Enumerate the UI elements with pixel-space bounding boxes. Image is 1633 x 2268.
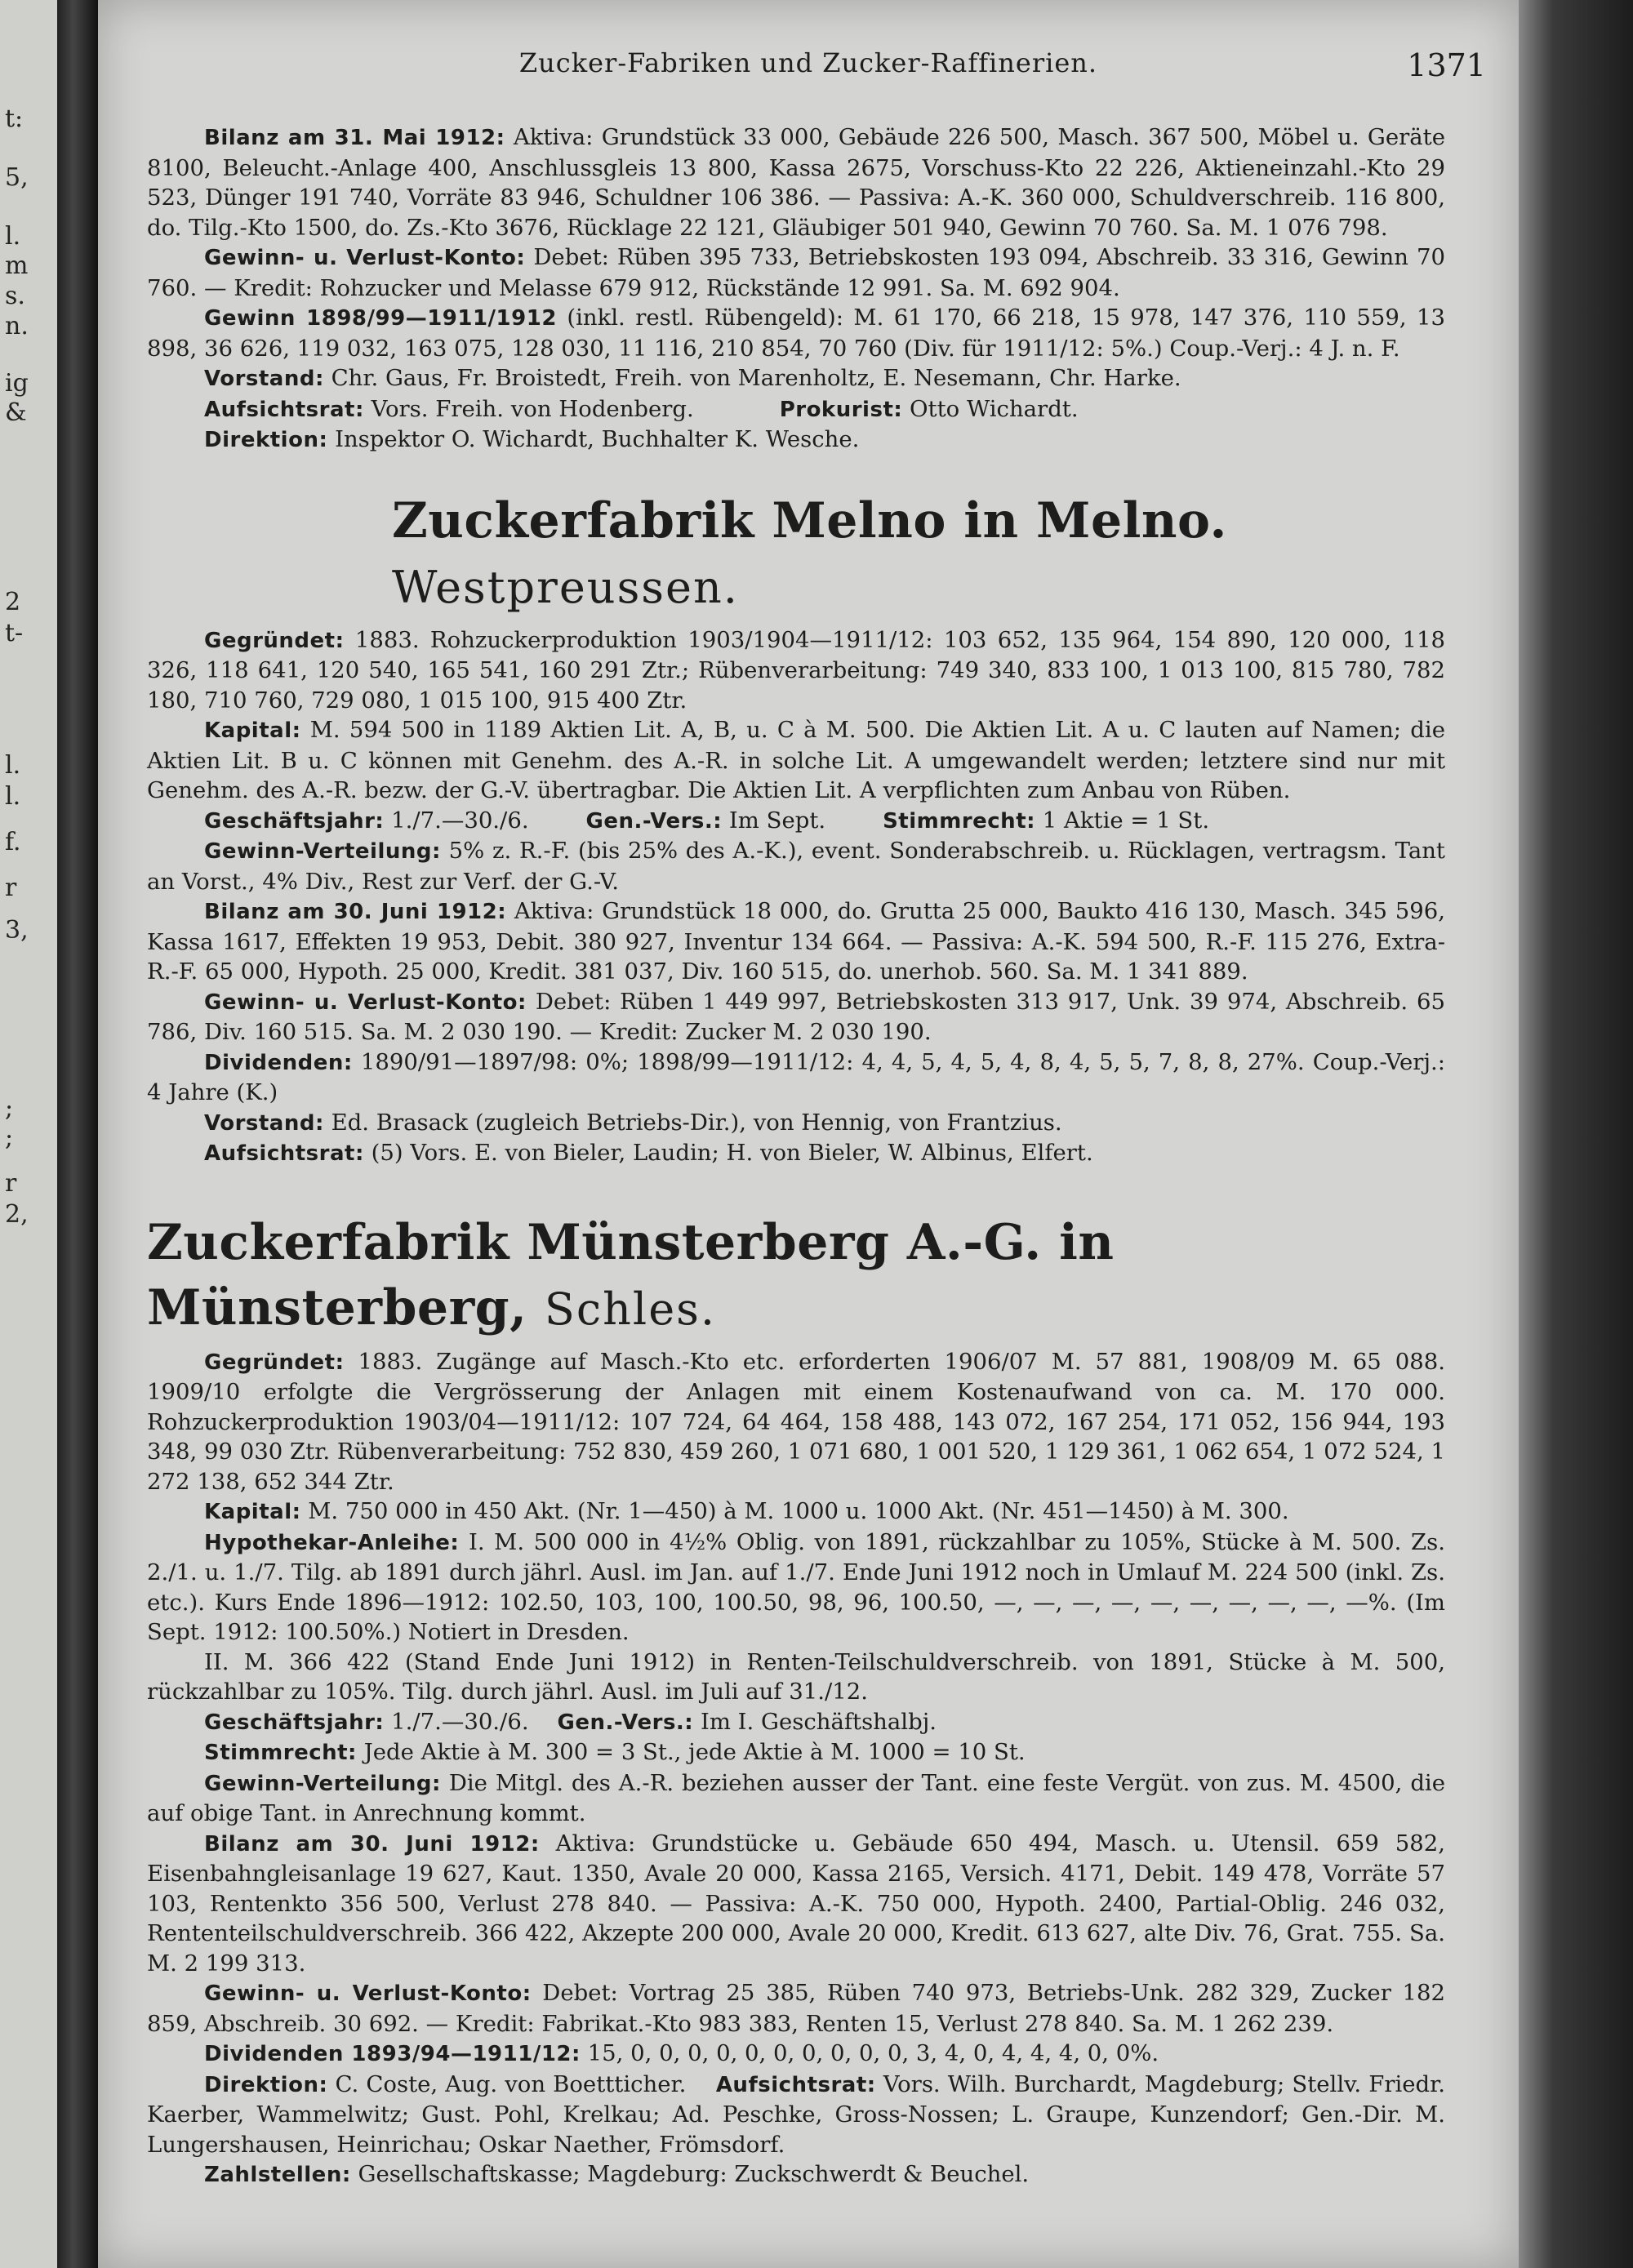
- gegruendet-paragraph: [147, 1347, 1445, 1497]
- vorstand-label: Vorstand:: [204, 1110, 324, 1136]
- company-name: Zuckerfabrik Münsterberg A.-G. in Münsterberg,: [147, 1213, 1115, 1336]
- book-binding: [57, 0, 98, 2268]
- direktion-label: Direktion:: [204, 2072, 328, 2097]
- kapital-text: M. 594 500 in 1189 Aktien Lit. A, B, u. C à M. 500. Die Aktien Lit. A u. C lauten auf Namen; die Aktien Lit. B u. C können mit Genehm. des A.-R. in solche Lit. A umgewandelt werden; letztere sind nur mit Genehm. des A.-R. bezw. der G.-V. übertragbar. Die Aktien Lit. A verpflichten zum Anbau von Rüben.: [147, 717, 1445, 803]
- genvers-label: Gen.-Vers.:: [557, 1710, 694, 1735]
- genvers-label: Gen.-Vers.:: [585, 808, 723, 834]
- gewinnverteilung-paragraph: [147, 836, 1445, 896]
- margin-fragment: ;: [5, 1094, 14, 1123]
- aufsichtsrat-text: Vors. Freih. von Hodenberg.: [371, 395, 694, 422]
- gewinnverteilung-text: Die Mitgl. des A.-R. beziehen ausser der Tant. eine feste Vergüt. von zus. M. 4500, die auf obige Tant. in Anrechnung kommt.: [147, 1769, 1445, 1826]
- margin-fragment: 2: [5, 588, 21, 616]
- stimmrecht-text: Jede Aktie à M. 300 = 3 St., jede Aktie à M. 1000 = 10 St.: [363, 1739, 1026, 1765]
- hypothekar-paragraph: [147, 1528, 1445, 1648]
- bilanz-text: Aktiva: Grundstück 33 000, Gebäude 226 500, Masch. 367 500, Möbel u. Geräte 8100, Beleucht.-Anlage 400, Anschlussgleis 13 800, Kassa 2675, Vorschuss-Kto 22 226, Aktieneinzahl.-Kto 29 523, Dünger 191 740, Vorräte 83 946, Schuldner 106 386. — Passiva: A.-K. 360 000, Schuldverschreib. 116 800, do. Tilg.-Kto 1500, do. Zs.-Kto 3676, Rücklage 22 121, Gläubiger 501 940, Gewinn 70 760. Sa. M. 1 076 798.: [147, 124, 1445, 241]
- kapital-label: Kapital:: [204, 1500, 301, 1524]
- guv-text: Debet: Rüben 395 733, Betriebskosten 193 094, Abschreib. 33 316, Gewinn 70 760. — Kredit: Rohzucker und Melasse 679 912, Rückstände 12 991. Sa. M. 692 904.: [147, 244, 1446, 301]
- bilanz-text: Aktiva: Grundstück 18 000, do. Grutta 25 000, Baukto 416 130, Masch. 345 596, Kassa 1617, Effekten 19 953, Debit. 380 927, Inventur 134 664. — Passiva: A.-K. 594 500, R.-F. 115 276, Extra-R.-F. 65 000, Hypoth. 25 000, Kredit. 381 037, Div. 160 515, do. unerhob. 560. Sa. M. 1 341 889.: [147, 898, 1445, 985]
- guv-label: Gewinn- u. Verlust-Konto:: [204, 1981, 532, 2006]
- aufsichtsrat-text: (5) Vors. E. von Bieler, Laudin; H. von Bieler, W. Albinus, Elfert.: [371, 1140, 1093, 1166]
- guv-paragraph: [147, 987, 1445, 1047]
- aufsichtsrat-label: Aufsichtsrat:: [204, 1141, 364, 1166]
- vorstand-text: Ed. Brasack (zugleich Betriebs-Dir.), von Hennig, von Frantzius.: [331, 1109, 1062, 1136]
- dividenden-text: 15, 0, 0, 0, 0, 0, 0, 0, 0, 0, 0, 3, 4, 0, 4, 4, 4, 0, 0%.: [587, 2040, 1159, 2066]
- geschaeftsjahr-label: Geschäftsjahr:: [204, 1710, 385, 1735]
- margin-fragment: &: [5, 398, 27, 427]
- company-region: Schles.: [544, 1283, 717, 1335]
- guv-text: Debet: Vortrag 25 385, Rüben 740 973, Betriebs-Unk. 282 329, Zucker 182 859, Abschreib. 30 692. — Kredit: Fabrikat.-Kto 983 383, Renten 15, Verlust 278 840. Sa. M. 1 262 239.: [147, 1980, 1446, 2037]
- dividenden-text: 1890/91—1897/98: 0%; 1898/99—1911/12: 4, 4, 5, 4, 5, 4, 8, 4, 5, 5, 7, 8, 8, 27%. Coup.-Verj.: 4 Jahre (K.): [147, 1048, 1445, 1105]
- stimmrecht-label: Stimmrecht:: [883, 808, 1036, 834]
- guv-paragraph: [147, 242, 1445, 303]
- margin-fragment: s.: [5, 282, 25, 310]
- margin-fragment: ig: [5, 369, 29, 398]
- bilanz-text: Aktiva: Grundstücke u. Gebäude 650 494, Masch. u. Utensil. 659 582, Eisenbahngleisanlage 19 627, Kaut. 1350, Avale 20 000, Kassa 2165, Versich. 4171, Debit. 149 478, Vorräte 57 103, Rentenkto 356 500, Verlust 278 840. — Passiva: A.-K. 750 000, Hypoth. 2400, Partial-Oblig. 246 032, Rententeilschuldverschreib. 366 422, Akzepte 200 000, Avale 20 000, Kredit. 613 627, alte Div. 76, Grat. 755. Sa. M. 2 199 313.: [147, 1830, 1445, 1977]
- aufsichtsrat-paragraph: [147, 1138, 1445, 1169]
- geschaeftsjahr-paragraph: [147, 1707, 1445, 1738]
- company-name: Zuckerfabrik Melno in Melno.: [392, 491, 1227, 549]
- genvers-text: Im I. Geschäftshalbj.: [700, 1708, 937, 1735]
- guv-paragraph: [147, 1978, 1445, 2039]
- stimmrecht-label: Stimmrecht:: [204, 1741, 357, 1765]
- direktion-paragraph: [147, 425, 1445, 456]
- gewinnverteilung-text: 5% z. R.-F. (bis 25% des A.-K.), event. Sonderabschreib. u. Rücklagen, vertragsm. Tant an Vorst., 4% Div., Rest zur Verf. der G.-V.: [147, 838, 1445, 895]
- margin-fragment: l.: [5, 222, 21, 251]
- geschaeftsjahr-label: Geschäftsjahr:: [204, 808, 385, 834]
- direktion-paragraph: [147, 2070, 1445, 2160]
- gewinnverteilung-label: Gewinn-Verteilung:: [204, 839, 441, 864]
- gewinnverteilung-paragraph: [147, 1768, 1445, 1829]
- margin-fragment: l.: [5, 782, 21, 811]
- page-number: 1371: [1407, 47, 1486, 83]
- stimmrecht-paragraph: [147, 1737, 1445, 1768]
- prokurist-text: Otto Wichardt.: [910, 395, 1079, 422]
- gegruendet-paragraph: [147, 625, 1445, 716]
- page-content: [147, 122, 1445, 2190]
- margin-fragment: 5,: [5, 163, 29, 192]
- margin-fragment: t-: [5, 619, 24, 647]
- genvers-text: Im Sept.: [728, 807, 826, 834]
- margin-fragment: f.: [5, 828, 21, 856]
- bilanz-label: Bilanz am 30. Juni 1912:: [204, 900, 507, 924]
- margin-fragment: m: [5, 251, 29, 280]
- dividenden-label: Dividenden:: [204, 1050, 353, 1075]
- left-page-sliver: [0, 0, 57, 2268]
- dividenden-paragraph: [147, 2039, 1445, 2070]
- guv-label: Gewinn- u. Verlust-Konto:: [204, 246, 526, 270]
- guv-text: Debet: Rüben 1 449 997, Betriebskosten 313 917, Unk. 39 974, Abschreib. 65 786, Div. 160 515. Sa. M. 2 030 190. — Kredit: Zucker M. 2 030 190.: [147, 988, 1446, 1045]
- gewinn-label: Gewinn 1898/99—1911/1912: [204, 306, 557, 331]
- kapital-label: Kapital:: [204, 718, 301, 743]
- margin-fragment: l.: [5, 751, 21, 780]
- margin-fragment: 2,: [5, 1200, 29, 1229]
- zahlstellen-text: Gesellschaftskasse; Magdeburg: Zuckschwerdt & Beuchel.: [358, 2161, 1030, 2187]
- geschaeftsjahr-paragraph: [147, 806, 1445, 837]
- kapital-paragraph: [147, 1496, 1445, 1528]
- zahlstellen-paragraph: [147, 2159, 1445, 2190]
- gewinnverteilung-label: Gewinn-Verteilung:: [204, 1771, 441, 1796]
- gewinn-paragraph: [147, 303, 1445, 363]
- margin-fragment: t:: [5, 105, 24, 133]
- direktion-text: C. Coste, Aug. von Boettticher.: [335, 2070, 687, 2097]
- kapital-paragraph: [147, 715, 1445, 806]
- margin-fragment: n.: [5, 312, 29, 340]
- company-region: Westpreussen.: [392, 561, 739, 613]
- gegruendet-label: Gegründet:: [204, 1350, 345, 1375]
- zahlstellen-label: Zahlstellen:: [204, 2163, 351, 2187]
- hypothekar-text: I. M. 500 000 in 4½% Oblig. von 1891, rückzahlbar zu 105%, Stücke à M. 500. Zs. 2./1. u. 1./7. Tilg. ab 1891 durch jährl. Ausl. im Jan. auf 1./7. Ende Juni 1912 noch in Umlauf M. 224 500 (inkl. Zs. etc.). Kurs Ende 1896—1912: 102.50, 103, 100, 100.50, 98, 96, 100.50, —, —, —, —, —, —, —, —, —, —%. (Im Sept. 1912: 100.50%.) Notiert in Dresden.: [147, 1528, 1445, 1645]
- hypothekar-label: Hypothekar-Anleihe:: [204, 1530, 460, 1555]
- company-heading-muensterberg: [147, 1210, 1445, 1342]
- aufsichtsrat-paragraph: [147, 394, 1445, 425]
- direktion-label: Direktion:: [204, 428, 328, 452]
- bilanz-paragraph: [147, 1829, 1445, 1979]
- running-title: Zucker-Fabriken und Zucker-Raffinerien.: [518, 47, 1098, 78]
- vorstand-label: Vorstand:: [204, 367, 324, 391]
- dividenden-label: Dividenden 1893/94—1911/12:: [204, 2042, 581, 2066]
- vorstand-paragraph: [147, 1108, 1445, 1139]
- bilanz-paragraph: [147, 122, 1445, 242]
- bilanz-label: Bilanz am 31. Mai 1912:: [204, 126, 505, 150]
- geschaeftsjahr-text: 1./7.—30./6.: [391, 807, 529, 834]
- hypothekar-2-paragraph: II. M. 366 422 (Stand Ende Juni 1912) in Renten-Teilschuldverschreib. von 1891, Stücke à M. 500, rückzahlbar zu 105%. Tilg. durch jährl. Ausl. im Juli auf 31./12.: [147, 1648, 1445, 1705]
- kapital-text: M. 750 000 in 450 Akt. (Nr. 1—450) à M. 1000 u. 1000 Akt. (Nr. 451—1450) à M. 300.: [308, 1498, 1289, 1524]
- margin-fragment: 3,: [5, 916, 29, 945]
- bilanz-label: Bilanz am 30. Juni 1912:: [204, 1831, 540, 1857]
- vorstand-text: Chr. Gaus, Fr. Broistedt, Freih. von Marenholtz, E. Nesemann, Chr. Harke.: [331, 365, 1181, 391]
- gegruendet-text: 1883. Rohzuckerproduktion 1903/1904—1911/12: 103 652, 135 964, 154 890, 120 000, 118 326, 118 641, 120 540, 165 541, 160 291 Ztr.; Rübenverarbeitung: 749 340, 833 100, 1 013 100, 815 780, 782 180, 710 760, 729 080, 1 015 100, 915 400 Ztr.: [147, 626, 1445, 714]
- margin-fragment: r: [5, 874, 17, 902]
- stimmrecht-text: 1 Aktie = 1 St.: [1042, 807, 1210, 834]
- guv-label: Gewinn- u. Verlust-Konto:: [204, 989, 527, 1015]
- bilanz-paragraph: [147, 896, 1445, 987]
- page-edge-shadow: [1519, 0, 1633, 2268]
- gegruendet-label: Gegründet:: [204, 628, 345, 653]
- margin-fragment: ;: [5, 1123, 14, 1152]
- book-page: [98, 0, 1519, 2268]
- vorstand-paragraph: [147, 363, 1445, 394]
- gegruendet-text: 1883. Zugänge auf Masch.-Kto etc. erforderten 1906/07 M. 57 881, 1908/09 M. 65 088. 1909/10 erfolgte die Vergrösserung der Anlagen mit einem Kostenaufwand von ca. M. 170 000. Rohzuckerproduktion 1903/04—1911/12: 107 724, 64 464, 158 488, 143 072, 167 254, 171 052, 156 944, 193 348, 99 030 Ztr. Rübenverarbeitung: 752 830, 459 260, 1 071 680, 1 001 520, 1 129 361, 1 062 654, 1 072 524, 1 272 138, 652 344 Ztr.: [147, 1348, 1445, 1495]
- page-header: [98, 47, 1519, 96]
- margin-fragment: r: [5, 1169, 17, 1198]
- geschaeftsjahr-text: 1./7.—30./6.: [391, 1708, 529, 1735]
- direktion-text: Inspektor O. Wichardt, Buchhalter K. Wesche.: [335, 426, 860, 452]
- dividenden-paragraph: [147, 1047, 1445, 1108]
- aufsichtsrat-label: Aufsichtsrat:: [715, 2072, 876, 2097]
- aufsichtsrat-label: Aufsichtsrat:: [204, 397, 364, 422]
- aufsichtsrat-text: Vors. Wilh. Burchardt, Magdeburg; Stellv. Friedr. Kaerber, Wammelwitz; Gust. Pohl, Krelkau; Ad. Peschke, Gross-Nossen; L. Graupe, Kunzendorf; Gen.-Dir. M. Lungershausen, Heinrichau; Oskar Naether, Frömsdorf.: [147, 2070, 1446, 2158]
- gewinn-text: (inkl. restl. Rübengeld): M. 61 170, 66 218, 15 978, 147 376, 110 559, 13 898, 36 626, 119 032, 163 075, 128 030, 11 116, 210 854, 70 760 (Div. für 1911/12: 5%.) Coup.-Verj.: 4 J. n. F.: [147, 305, 1445, 362]
- prokurist-label: Prokurist:: [779, 397, 903, 422]
- company-heading-melno: [147, 488, 1445, 620]
